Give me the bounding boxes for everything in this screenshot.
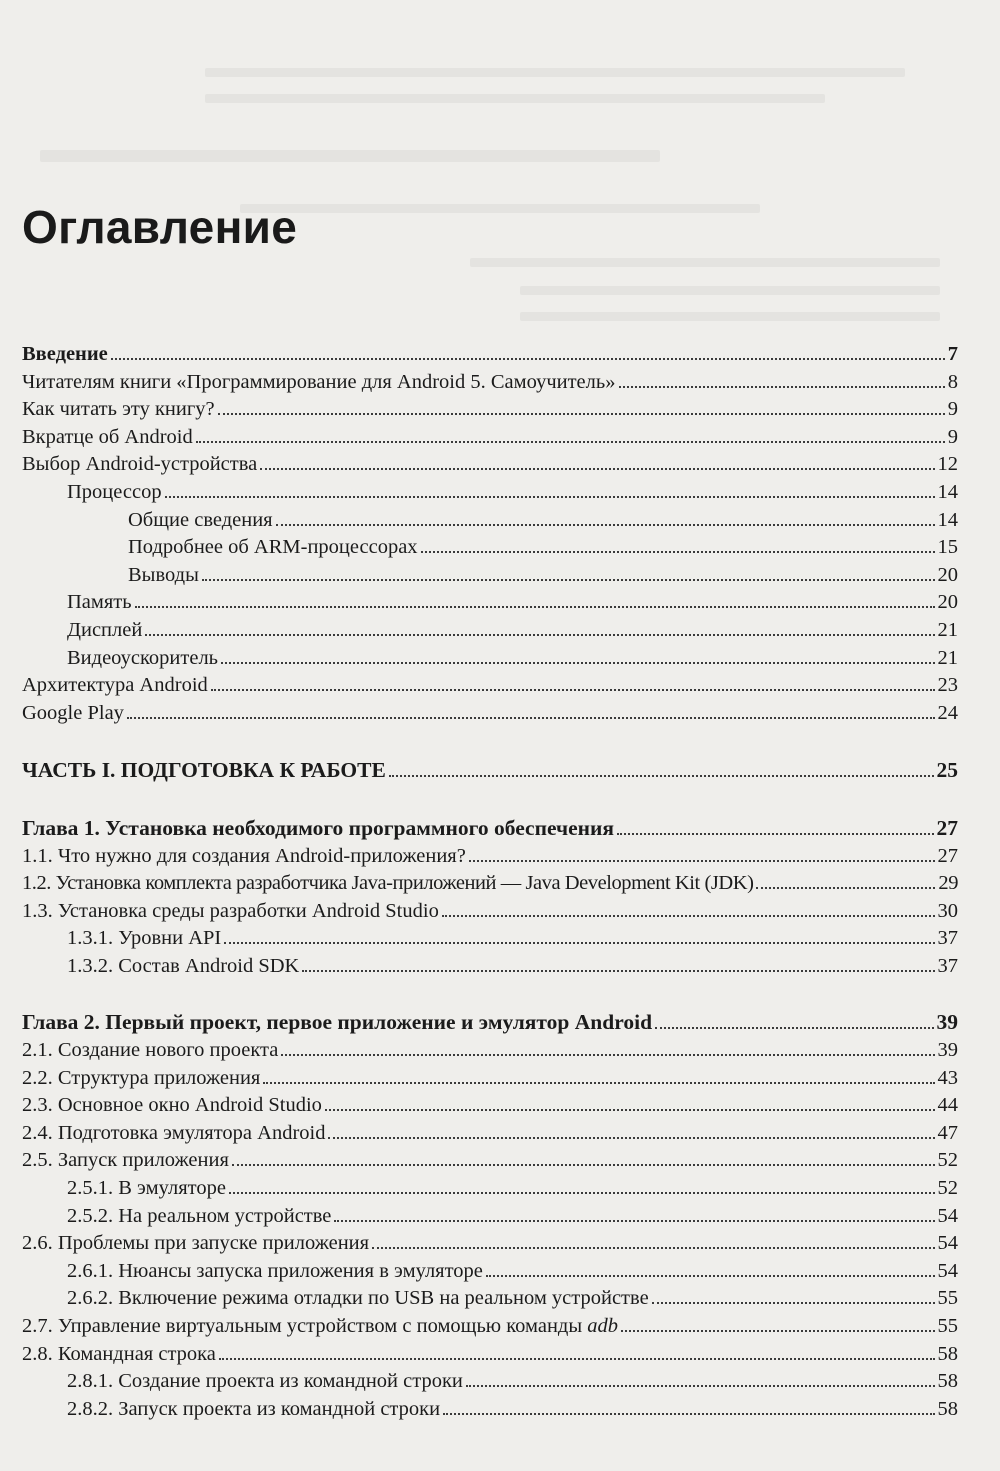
dot-leader <box>328 1137 934 1139</box>
dot-leader <box>372 1247 934 1249</box>
toc-entry-part[interactable] <box>22 757 958 785</box>
page-title: Оглавление <box>22 201 298 253</box>
toc-entry-page: 9 <box>947 398 958 421</box>
toc-entry-page: 47 <box>937 1121 958 1144</box>
dot-leader <box>655 1027 933 1029</box>
dot-leader <box>218 413 945 415</box>
toc-entry[interactable] <box>22 700 958 728</box>
toc-entry-title: Процессор <box>67 480 162 503</box>
dot-leader <box>619 386 945 388</box>
toc-entry-title: 2.5. Запуск приложения <box>22 1149 229 1172</box>
toc-entry[interactable] <box>22 1147 958 1175</box>
dot-leader <box>281 1054 934 1056</box>
toc-entry[interactable] <box>22 1092 958 1120</box>
toc-entry-title: 2.8. Командная строка <box>22 1342 216 1365</box>
dot-leader <box>196 441 945 443</box>
toc-entry[interactable] <box>22 1313 958 1341</box>
dot-leader <box>219 1358 935 1360</box>
show-through-texture <box>0 0 1000 340</box>
toc-entry-page: 58 <box>937 1342 958 1365</box>
toc-entry-title: 1.1. Что нужно для создания Android-приложения? <box>22 844 466 867</box>
toc-entry-title: Введение <box>22 343 108 365</box>
toc-entry[interactable] <box>22 672 958 700</box>
toc-entry-title: Выбор Android-устройства <box>22 453 258 476</box>
dot-leader <box>389 775 934 777</box>
toc-entry-page: 27 <box>936 815 958 840</box>
dot-leader <box>276 524 935 526</box>
toc-entry-page: 52 <box>937 1177 958 1200</box>
toc-entry-title: 1.3.1. Уровни API <box>67 927 222 950</box>
dot-leader <box>232 1164 935 1166</box>
toc-entry-title-text: 2.7. Управление виртуальным устройством с помощью команды <box>22 1315 588 1337</box>
dot-leader <box>202 579 935 581</box>
toc-entry-title: Вкратце об Android <box>22 425 193 448</box>
toc-entry-title: 2.6. Проблемы при запуске приложения <box>22 1232 370 1255</box>
toc-entry[interactable] <box>22 1368 958 1396</box>
dot-leader <box>421 551 935 553</box>
toc-entry-page: 37 <box>937 954 958 977</box>
toc-entry[interactable] <box>22 507 958 535</box>
toc-entry[interactable] <box>22 1285 958 1313</box>
toc-entry-page: 37 <box>937 927 958 950</box>
toc-entry-title: 2.6.2. Включение режима отладки по USB на реальном устройстве <box>67 1287 649 1310</box>
toc-entry-page: 52 <box>937 1149 958 1172</box>
toc-entry-page: 30 <box>937 899 958 922</box>
toc-entry-page: 58 <box>937 1397 958 1420</box>
dot-leader <box>442 915 935 917</box>
toc-entry-page: 8 <box>947 370 958 393</box>
toc-entry-chapter[interactable] <box>22 1009 958 1037</box>
toc-entry-title: 2.5.2. На реальном устройстве <box>67 1204 332 1227</box>
dot-leader <box>469 860 935 862</box>
toc-entry-title: Глава 2. Первый проект, первое приложение и эмулятор Android <box>22 1010 653 1035</box>
toc-entry[interactable] <box>22 898 958 926</box>
toc-entry[interactable] <box>22 1203 958 1231</box>
toc-entry-title: 2.2. Структура приложения <box>22 1066 261 1089</box>
toc-entry-page: 21 <box>937 646 958 669</box>
spacer <box>22 785 958 815</box>
toc-entry[interactable] <box>22 396 958 424</box>
toc-entry-title: Читателям книги «Программирование для Android 5. Самоучитель» <box>22 370 616 393</box>
toc-entry-page: 9 <box>947 425 958 448</box>
toc-entry-title: Подробнее об ARM-процессорах <box>128 536 418 559</box>
toc-entry-title: 2.6.1. Нюансы запуска приложения в эмуляторе <box>67 1259 483 1282</box>
toc-entry[interactable] <box>22 1175 958 1203</box>
toc-entry[interactable] <box>22 617 958 645</box>
toc-entry-title: Память <box>67 591 132 614</box>
spacer <box>22 980 958 1009</box>
dot-leader <box>127 717 935 719</box>
dot-leader <box>135 606 935 608</box>
dot-leader <box>165 496 935 498</box>
toc-entry[interactable] <box>22 843 958 871</box>
toc-entry-title: 2.8.2. Запуск проекта из командной строки <box>67 1397 441 1420</box>
toc-entry-title: Архитектура Android <box>22 674 208 697</box>
toc-entry-page: 15 <box>937 536 958 559</box>
toc-entry[interactable] <box>22 1396 958 1424</box>
toc-entry-title: 1.3. Установка среды разработки Android Studio <box>22 899 439 922</box>
toc-entry[interactable] <box>22 424 958 452</box>
toc-entry-title: 1.3.2. Состав Android SDK <box>67 954 300 977</box>
table-of-contents <box>22 341 958 1423</box>
toc-entry[interactable] <box>22 1120 958 1148</box>
toc-entry-page: 29 <box>938 872 958 895</box>
dot-leader <box>621 1330 934 1332</box>
toc-entry[interactable] <box>22 479 958 507</box>
toc-entry-page: 25 <box>936 758 958 783</box>
toc-entry-title <box>22 1313 618 1341</box>
toc-entry-page: 39 <box>937 1039 958 1062</box>
toc-entry-title: ЧАСТЬ I. ПОДГОТОВКА К РАБОТЕ <box>22 758 386 783</box>
dot-leader <box>334 1220 934 1222</box>
dot-leader <box>652 1302 935 1304</box>
toc-entry[interactable] <box>22 451 958 479</box>
toc-entry-title: Дисплей <box>67 618 143 641</box>
toc-entry[interactable] <box>22 562 958 590</box>
toc-entry-title: Как читать эту книгу? <box>22 398 215 421</box>
toc-entry-title-command: adb <box>587 1315 619 1337</box>
dot-leader <box>617 833 933 835</box>
toc-entry-title: 1.2. Установка комплекта разработчика Java-приложений — Java Development Kit (JDK) <box>22 872 754 895</box>
dot-leader <box>325 1109 935 1111</box>
dot-leader <box>211 689 935 691</box>
toc-entry-page: 24 <box>937 701 958 724</box>
toc-entry-intro[interactable] <box>22 341 958 369</box>
toc-entry-page: 58 <box>937 1370 958 1393</box>
toc-entry[interactable] <box>22 369 958 397</box>
toc-entry-chapter[interactable] <box>22 815 958 843</box>
dot-leader <box>302 970 934 972</box>
toc-entry[interactable] <box>22 953 958 981</box>
toc-entry-page: 44 <box>937 1094 958 1117</box>
toc-entry-page: 43 <box>937 1066 958 1089</box>
toc-entry-title: Выводы <box>128 563 199 586</box>
toc-entry-title: Google Play <box>22 701 124 724</box>
dot-leader <box>263 1082 934 1084</box>
toc-entry-page: 23 <box>937 674 958 697</box>
dot-leader <box>466 1385 935 1387</box>
toc-entry-page: 20 <box>937 591 958 614</box>
toc-entry-title: 2.3. Основное окно Android Studio <box>22 1094 322 1117</box>
toc-entry[interactable] <box>22 1230 958 1258</box>
dot-leader <box>486 1275 935 1277</box>
toc-entry[interactable] <box>22 645 958 673</box>
toc-entry[interactable] <box>22 534 958 562</box>
toc-entry-title: 2.5.1. В эмуляторе <box>67 1177 226 1200</box>
toc-entry-page: 27 <box>937 844 958 867</box>
toc-entry-title: Общие сведения <box>128 508 273 531</box>
dot-leader <box>145 634 934 636</box>
dot-leader <box>260 468 934 470</box>
toc-entry[interactable] <box>22 870 958 898</box>
toc-entry[interactable] <box>22 589 958 617</box>
toc-entry-page: 20 <box>937 563 958 586</box>
toc-entry-title: Глава 1. Установка необходимого программного обеспечения <box>22 815 615 840</box>
toc-entry-page: 55 <box>937 1287 958 1310</box>
toc-entry[interactable] <box>22 1065 958 1093</box>
toc-entry[interactable] <box>22 1258 958 1286</box>
toc-entry-page: 21 <box>937 618 958 641</box>
dot-leader <box>443 1413 934 1415</box>
toc-entry-page: 14 <box>937 480 958 503</box>
dot-leader <box>229 1192 935 1194</box>
dot-leader <box>111 358 945 360</box>
toc-entry[interactable] <box>22 1341 958 1369</box>
spacer <box>22 727 958 757</box>
toc-entry-title: 2.8.1. Создание проекта из командной строки <box>67 1370 463 1393</box>
toc-entry-page: 7 <box>947 343 958 365</box>
dot-leader <box>756 887 935 889</box>
toc-entry-page: 54 <box>937 1204 958 1227</box>
toc-entry-page: 39 <box>936 1010 958 1035</box>
toc-entry-page: 14 <box>937 508 958 531</box>
toc-entry-title: 2.1. Создание нового проекта <box>22 1039 279 1062</box>
toc-entry-title: Видеоускоритель <box>67 646 219 669</box>
toc-entry[interactable] <box>22 1037 958 1065</box>
toc-entry-page: 55 <box>937 1315 958 1337</box>
toc-entry-page: 54 <box>937 1259 958 1282</box>
toc-entry-page: 54 <box>937 1232 958 1255</box>
toc-entry-title: 2.4. Подготовка эмулятора Android <box>22 1121 326 1144</box>
toc-entry-page: 12 <box>937 453 958 476</box>
dot-leader <box>224 942 934 944</box>
dot-leader <box>221 662 934 664</box>
toc-entry[interactable] <box>22 925 958 953</box>
